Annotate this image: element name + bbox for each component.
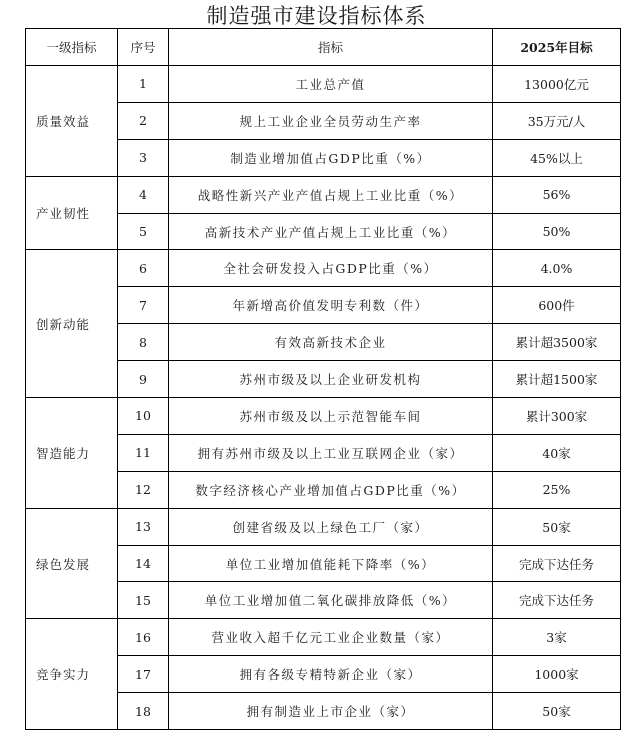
target-cell: 13000亿元 — [493, 66, 621, 103]
table-row — [26, 619, 621, 656]
target-cell: 50家 — [493, 693, 621, 730]
target-cell: 25% — [493, 471, 621, 508]
header-index: 序号 — [118, 29, 169, 66]
table-row — [26, 398, 621, 435]
target-cell: 4.0% — [493, 250, 621, 287]
index-cell: 16 — [118, 619, 169, 656]
target-cell: 50% — [493, 213, 621, 250]
target-cell: 累计超1500家 — [493, 361, 621, 398]
indicator-cell: 拥有制造业上市企业（家） — [169, 693, 493, 730]
indicator-cell: 数字经济核心产业增加值占GDP比重（%） — [169, 471, 493, 508]
indicator-cell: 单位工业增加值能耗下降率（%） — [169, 545, 493, 582]
target-cell: 累计超3500家 — [493, 324, 621, 361]
target-cell: 1000家 — [493, 656, 621, 693]
header-target: 2025年目标 — [493, 29, 621, 66]
page-title: 制造强市建设指标体系 — [206, 4, 427, 28]
category-cell: 绿色发展 — [26, 508, 118, 619]
category-cell: 竞争实力 — [26, 619, 118, 730]
index-cell: 3 — [118, 139, 169, 176]
category-cell: 创新动能 — [26, 250, 118, 398]
category-cell: 智造能力 — [26, 398, 118, 509]
table-row — [26, 250, 621, 287]
table-body — [26, 66, 621, 730]
target-cell: 50家 — [493, 508, 621, 545]
index-cell: 8 — [118, 324, 169, 361]
index-cell: 17 — [118, 656, 169, 693]
indicator-cell: 拥有苏州市级及以上工业互联网企业（家） — [169, 434, 493, 471]
target-cell: 累计300家 — [493, 398, 621, 435]
header-category: 一级指标 — [26, 29, 118, 66]
index-cell: 7 — [118, 287, 169, 324]
table-row — [26, 508, 621, 545]
indicator-cell: 拥有各级专精特新企业（家） — [169, 656, 493, 693]
target-cell: 完成下达任务 — [493, 582, 621, 619]
header-indicator: 指标 — [169, 29, 493, 66]
indicator-cell: 苏州市级及以上企业研发机构 — [169, 361, 493, 398]
index-cell: 18 — [118, 693, 169, 730]
target-cell: 45%以上 — [493, 139, 621, 176]
indicator-cell: 营业收入超千亿元工业企业数量（家） — [169, 619, 493, 656]
indicator-cell: 创建省级及以上绿色工厂（家） — [169, 508, 493, 545]
index-cell: 14 — [118, 545, 169, 582]
indicator-cell: 规上工业企业全员劳动生产率 — [169, 102, 493, 139]
index-cell: 6 — [118, 250, 169, 287]
indicator-table — [25, 28, 621, 730]
indicator-cell: 有效高新技术企业 — [169, 324, 493, 361]
target-cell: 600件 — [493, 287, 621, 324]
index-cell: 1 — [118, 66, 169, 103]
index-cell: 9 — [118, 361, 169, 398]
indicator-cell: 全社会研发投入占GDP比重（%） — [169, 250, 493, 287]
target-cell: 35万元/人 — [493, 102, 621, 139]
category-cell: 产业韧性 — [26, 176, 118, 250]
table-row — [26, 176, 621, 213]
index-cell: 15 — [118, 582, 169, 619]
index-cell: 2 — [118, 102, 169, 139]
target-cell: 40家 — [493, 434, 621, 471]
table-header-row — [26, 29, 621, 66]
index-cell: 4 — [118, 176, 169, 213]
table-row — [26, 66, 621, 103]
indicator-cell: 制造业增加值占GDP比重（%） — [169, 139, 493, 176]
index-cell: 13 — [118, 508, 169, 545]
indicator-cell: 战略性新兴产业产值占规上工业比重（%） — [169, 176, 493, 213]
target-cell: 3家 — [493, 619, 621, 656]
indicator-cell: 年新增高价值发明专利数（件） — [169, 287, 493, 324]
indicator-table-container — [25, 28, 620, 730]
index-cell: 5 — [118, 213, 169, 250]
indicator-cell: 高新技术产业产值占规上工业比重（%） — [169, 213, 493, 250]
target-cell: 完成下达任务 — [493, 545, 621, 582]
index-cell: 11 — [118, 434, 169, 471]
indicator-cell: 单位工业增加值二氧化碳排放降低（%） — [169, 582, 493, 619]
index-cell: 10 — [118, 398, 169, 435]
target-cell: 56% — [493, 176, 621, 213]
category-cell: 质量效益 — [26, 66, 118, 177]
indicator-cell: 工业总产值 — [169, 66, 493, 103]
indicator-cell: 苏州市级及以上示范智能车间 — [169, 398, 493, 435]
index-cell: 12 — [118, 471, 169, 508]
